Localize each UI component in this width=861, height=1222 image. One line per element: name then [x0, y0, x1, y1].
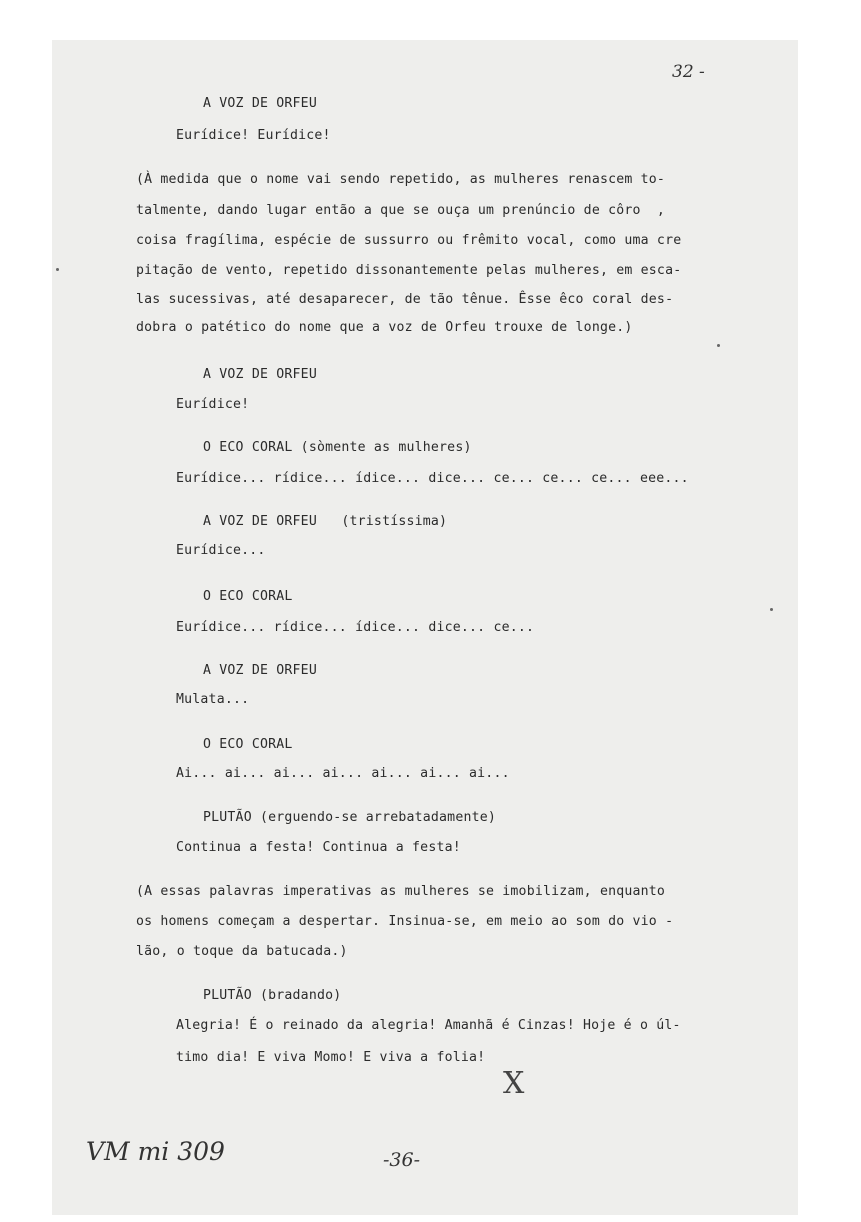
handwritten-check-mark: X: [503, 1066, 525, 1101]
speaker-heading: A VOZ DE ORFEU: [203, 96, 317, 111]
stage-direction-line: (À medida que o nome vai sendo repetido, as mulheres renascem to-: [136, 172, 666, 187]
paper-speck: [56, 268, 59, 271]
dialogue-line: timo dia! E viva Momo! E viva a folia!: [176, 1050, 486, 1065]
dialogue-line: Eurídice!: [176, 397, 250, 412]
dialogue-line: Continua a festa! Continua a festa!: [176, 840, 461, 855]
paper-speck: [770, 608, 773, 611]
stage-direction-line: pitação de vento, repetido dissonantemente pelas mulheres, em esca-: [136, 263, 682, 278]
dialogue-line: Eurídice... rídice... ídice... dice... ce... ce... ce... eee...: [176, 471, 689, 486]
page-number: 32 -: [672, 62, 705, 82]
speaker-heading: A VOZ DE ORFEU (tristíssima): [203, 514, 448, 529]
handwritten-catalog-reference: VM mi 309: [86, 1137, 225, 1166]
stage-direction-line: dobra o patético do nome que a voz de Orfeu trouxe de longe.): [136, 320, 633, 335]
stage-direction-line: os homens começam a despertar. Insinua-se, em meio ao som do vio -: [136, 914, 674, 929]
dialogue-line: Mulata...: [176, 692, 250, 707]
stage-direction-line: talmente, dando lugar então a que se ouça um prenúncio de côro ,: [136, 203, 666, 218]
dialogue-line: Alegria! É o reinado da alegria! Amanhã é Cinzas! Hoje é o úl-: [176, 1018, 681, 1033]
paper-speck: [717, 344, 720, 347]
speaker-heading: A VOZ DE ORFEU: [203, 663, 317, 678]
stage-direction-line: coisa fragílima, espécie de sussurro ou frêmito vocal, como uma cre: [136, 233, 682, 248]
speaker-heading: PLUTÃO (erguendo-se arrebatadamente): [203, 810, 497, 825]
stage-direction-line: lão, o toque da batucada.): [136, 944, 348, 959]
speaker-heading: A VOZ DE ORFEU: [203, 367, 317, 382]
speaker-heading: PLUTÃO (bradando): [203, 988, 342, 1003]
dialogue-line: Eurídice... rídice... ídice... dice... ce...: [176, 620, 535, 635]
dialogue-line: Eurídice! Eurídice!: [176, 128, 331, 143]
stage-direction-line: (A essas palavras imperativas as mulheres se imobilizam, enquanto: [136, 884, 666, 899]
handwritten-page-mark: -36-: [383, 1149, 421, 1171]
stage-direction-line: las sucessivas, até desaparecer, de tão tênue. Êsse êco coral des-: [136, 292, 674, 307]
dialogue-line: Ai... ai... ai... ai... ai... ai... ai...: [176, 766, 510, 781]
speaker-heading: O ECO CORAL (sòmente as mulheres): [203, 440, 472, 455]
speaker-heading: O ECO CORAL: [203, 589, 293, 604]
speaker-heading: O ECO CORAL: [203, 737, 293, 752]
dialogue-line: Eurídice...: [176, 543, 266, 558]
